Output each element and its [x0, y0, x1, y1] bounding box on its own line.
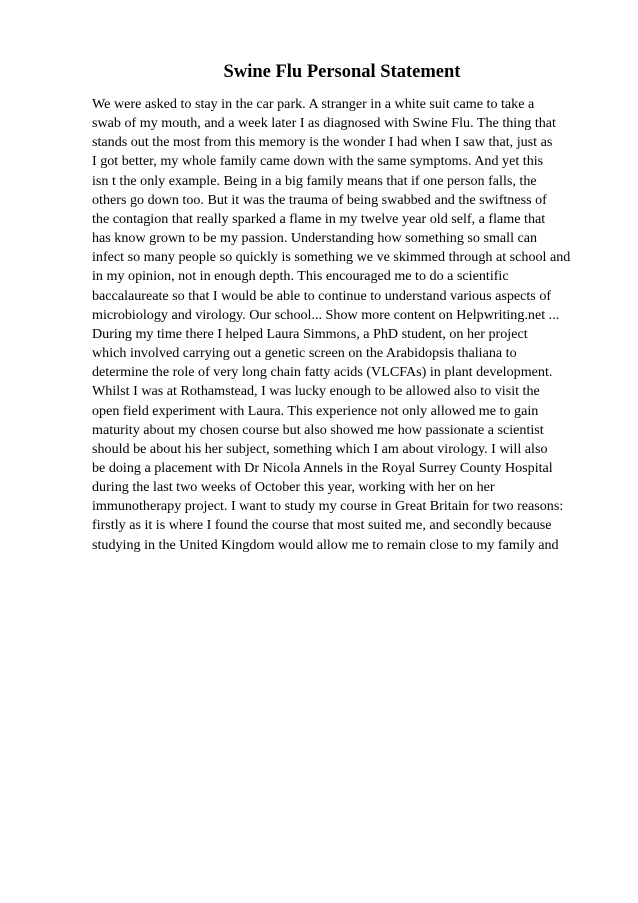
- body-line: immunotherapy project. I want to study my course in Great Britain for two reasons:: [92, 498, 564, 515]
- document-title: Swine Flu Personal Statement: [223, 62, 461, 82]
- body-line: I got better, my whole family came down with the same symptoms. And yet this: [92, 153, 544, 170]
- body-line: We were asked to stay in the car park. A stranger in a white suit came to take a: [92, 96, 535, 112]
- body-line: which involved carrying out a genetic screen on the Arabidopsis thaliana to: [92, 345, 517, 362]
- body-line: swab of my mouth, and a week later I as diagnosed with Swine Flu. The thing that: [92, 115, 556, 132]
- body-line: firstly as it is where I found the course that most suited me, and secondly because: [92, 517, 552, 534]
- body-line: in my opinion, not in enough depth. This encouraged me to do a scientific: [92, 268, 509, 285]
- body-line: be doing a placement with Dr Nicola Annels in the Royal Surrey County Hospital: [92, 459, 553, 476]
- body-line: infect so many people so quickly is something we ve skimmed through at school and: [92, 249, 571, 266]
- body-line: studying in the United Kingdom would allow me to remain close to my family and: [92, 536, 559, 553]
- body-line: during the last two weeks of October this year, working with her on her: [92, 479, 495, 496]
- body-line: maturity about my chosen course but also showed me how passionate a scientist: [92, 421, 544, 438]
- body-line: others go down too. But it was the trauma of being swabbed and the swiftness of: [92, 191, 547, 208]
- body-line: open field experiment with Laura. This experience not only allowed me to gain: [92, 402, 539, 419]
- body-line: determine the role of very long chain fatty acids (VLCFAs) in plant development.: [92, 364, 553, 381]
- body-line: Whilst I was at Rothamstead, I was lucky enough to be allowed also to visit the: [92, 383, 540, 400]
- body-line: has know grown to be my passion. Understanding how something so small can: [92, 230, 538, 247]
- body-line: During my time there I helped Laura Simmons, a PhD student, on her project: [92, 325, 528, 342]
- body-line: microbiology and virology. Our school... Show more content on Helpwriting.net ...: [92, 306, 560, 323]
- document-body: [92, 95, 570, 555]
- body-line: stands out the most from this memory is the wonder I had when I saw that, just as: [92, 134, 553, 151]
- body-line: the contagion that really sparked a flame in my twelve year old self, a flame that: [92, 210, 546, 227]
- body-line: isn t the only example. Being in a big family means that if one person falls, the: [92, 172, 537, 189]
- body-line: baccalaureate so that I would be able to continue to understand various aspects of: [92, 287, 552, 304]
- body-line: should be about his her subject, something which I am about virology. I will also: [92, 440, 548, 457]
